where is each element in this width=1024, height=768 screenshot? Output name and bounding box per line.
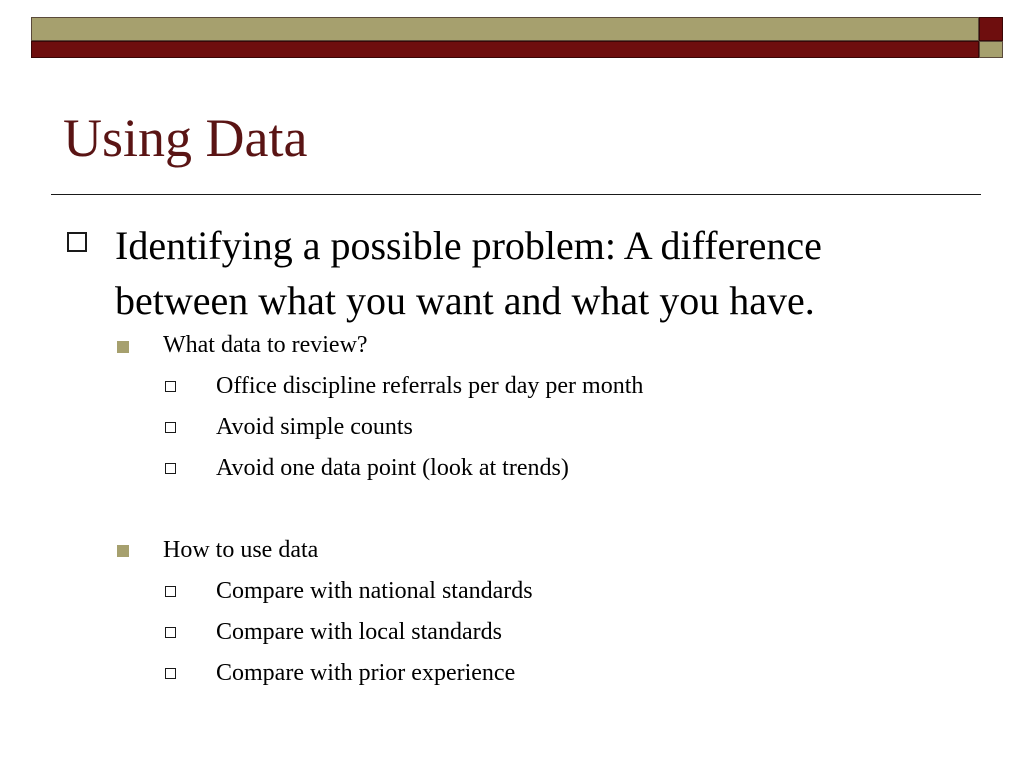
section-item: Office discipline referrals per day per month <box>216 373 644 399</box>
hollow-square-bullet-icon <box>165 586 176 597</box>
section-item: Compare with local standards <box>216 619 502 645</box>
section-heading: How to use data <box>163 537 319 563</box>
hollow-square-bullet-icon <box>165 627 176 638</box>
section-heading: What data to review? <box>163 332 368 358</box>
section-item: Avoid one data point (look at trends) <box>216 455 569 481</box>
hollow-square-bullet-icon <box>165 668 176 679</box>
section-item: Compare with prior experience <box>216 660 516 686</box>
slide-title: Using Data <box>63 108 308 168</box>
section-item: Compare with national standards <box>216 578 533 604</box>
hollow-square-bullet-icon <box>165 422 176 433</box>
filled-square-bullet-icon <box>117 341 129 353</box>
filled-square-bullet-icon <box>117 545 129 557</box>
section-item: Avoid simple counts <box>216 414 413 440</box>
hollow-square-bullet-icon <box>67 232 87 252</box>
hollow-square-bullet-icon <box>165 381 176 392</box>
hollow-square-bullet-icon <box>165 463 176 474</box>
main-point-text: Identifying a possible problem: A difference between what you want and what you have. <box>115 223 822 323</box>
